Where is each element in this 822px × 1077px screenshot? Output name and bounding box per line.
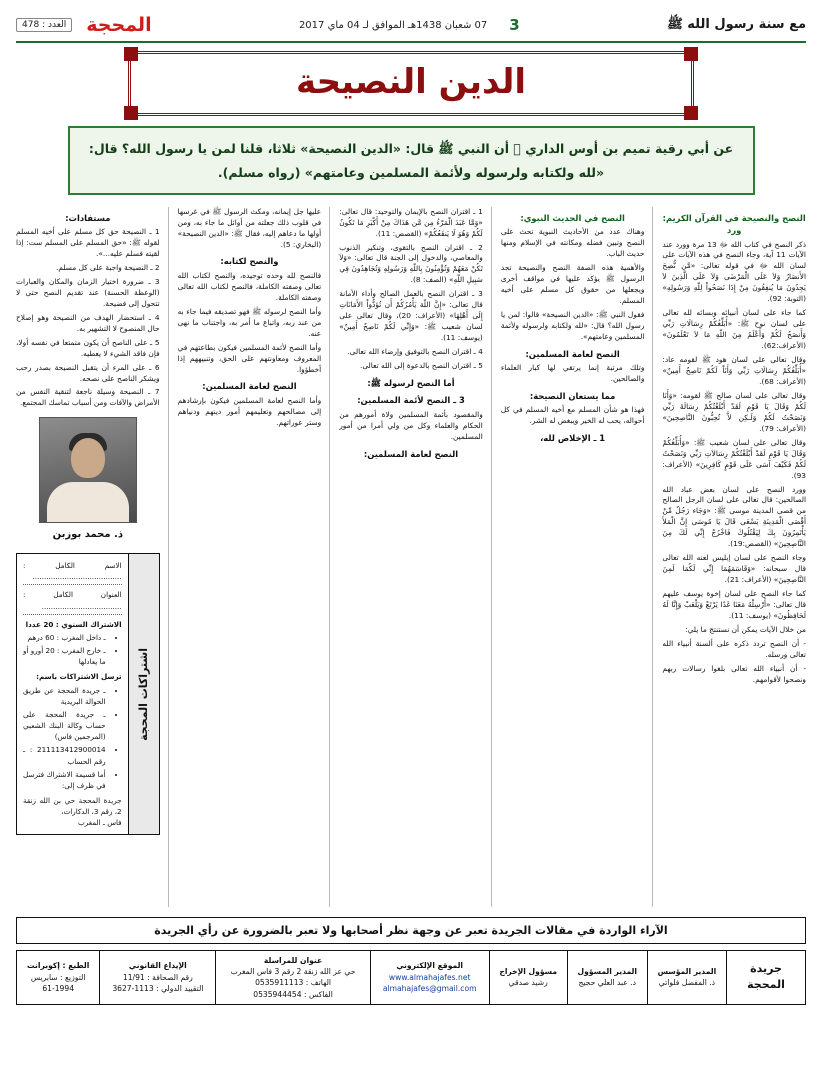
col5-item-0: 1 ـ النصيحة حق كل مسلم على أخيه المسلم لقوله ﷺ: «حق المسلم على المسلم ست: إذا لقيته فسلم عليه...». (16, 227, 160, 258)
footer-value: رشيد صدقي (508, 978, 548, 988)
subscription-instructions (23, 685, 116, 791)
footer-fax: الفاكس : 0535944454 (253, 989, 333, 999)
subscription-side-title (128, 554, 159, 834)
hadith-quote-box: عن أبي رقية تميم بن أوس الداري ﷜ أن النبي ﷺ قال: «الدين النصيحة» ثلاثا، قلنا لمن يا رسول الله؟ قال: «لله ولكتابه ولرسوله ولأئمة المسلمين وعامتهم» (رواه مسلم). (68, 126, 755, 194)
col3-p0: 1 ـ اقتران النصح بالإيمان والتوحيد: قال تعالى: «وَمَّا عَبَدَ الْمَرْءُ مِن مَّن هَدَاكَ مِنْ أَكْبَرِ مَا تَكُونُ لَكُمْ وَهُوَ لَا يَنفَعُكُمْ» (القصص: 11). (339, 206, 483, 238)
col4-p1: فالنصح لله وحده توحيده، والنصح لكتاب الله تعالى وصفته الكاملة، فالنصح لكتاب الله تعالى وصفته الكاملة. (177, 270, 322, 302)
col3-p3: 4 ـ اقتران النصح بالتوفيق وإرضاء الله تعالى. (347, 347, 483, 357)
subscription-rate-heading: الاشتراك السنوي : 20 عددا (25, 619, 122, 629)
email-address[interactable]: almahajafes@gmail.com (382, 984, 477, 994)
col1-heading: النصح والنصيحة في القرآن الكريم: ورد (662, 212, 806, 236)
footer-label: الإيداع القانوني (128, 961, 187, 971)
footer-brand-cell: جريدة المحجة (727, 950, 806, 1005)
col1-p1: كما جاء على لسان أنبيائه وبسائه لله تعالى على لسان نوح ﷺ: «أُبَلِّغُكُمْ رِسَالَاتِ رَبِّي وَأَنصَحُ لَكُمْ وَأَعْلَمُ مِنَ اللّهِ مَا لاَ تَعْلَمُونَ» (الأعراف:62). (662, 308, 806, 351)
col1-p5: وورد النصح على لسان بعض عباد الله الصالحين: قال تعالى على لسان الرجل الصالح من قصى المدينة موسى ﷺ: «وَجَاء رَجُلٌ مِّنْ أَقْصَى الْمَدِينَةِ يَسْعَى قَالَ يَا مُوسَى إِنَّ الْمَلأَ يَأْتَمِرُونَ بِكَ لِيَقْتُلُوكَ فَاخْرُجْ إِنِّي لَكَ مِنَ النَّاصِحِينَ» (القصص:19). (662, 484, 806, 549)
col4-p2: وأما النصح لرسوله ﷺ فهو تصديقه فيما جاء به من عند ربه، واتباع ما أمر به، واجتناب ما نهى عنه. (177, 306, 322, 338)
col1-p9: - أن النصح تردد ذكره على ألسنة أنبياء الله تعالى ورسله. (662, 638, 806, 659)
author-name: ذ. محمد بوزبن (52, 529, 123, 541)
column-5 (16, 207, 169, 907)
footer-cell-founder (647, 950, 726, 1005)
article-title-banner (128, 51, 694, 116)
col2-heading-1: النصح لعامة المسلمين: (525, 348, 620, 359)
col1-p4: وقال تعالى على لسان شعيب ﷺ: «وَأُبَلِّغُكُمْ وَقَالَ يَا قَوْمِ لَقَدْ أَبْلَغْتُكُمْ رِسَالاَتِ رَبِّي وَنَصَحْتُ لَكُمْ فَكَيْفَ آسَى عَلَى قَوْمٍ كَافِرِينَ» (الأعراف: 93). (662, 437, 806, 480)
col4-p3: وأما النصح لأئمة المسلمين فيكون بطاعتهم في المعروف ومعاونتهم على الحق، وتنبيههم إذا أخطؤوا. (177, 342, 322, 374)
col2-p1: والأهمية هذه الصفة النصح والنصيحة تجد الرسول ﷺ يؤكد عليها في مواقف أخرى ويجعلها من حقوق كل مسلم على أخيه المسلم. (500, 262, 645, 305)
footer-label: المدير المؤسس (657, 967, 717, 977)
subscription-content (17, 554, 128, 834)
col1-p10: - أن أنبياء الله تعالى بلغوا رسالات ربهم ونصحوا لأقوامهم. (662, 663, 806, 684)
column-3 (339, 207, 492, 907)
author-block (16, 417, 160, 543)
footer-value: د. عبد العلي حجيج (578, 978, 637, 988)
subscription-side-label: اشتراكات المحجة (136, 647, 150, 741)
footer-value: التوزيع : سابريس (30, 972, 86, 982)
subscription-rate-item: • ـ خارج المغرب : 20 أورو أو ما يعادلها (23, 645, 106, 667)
issue-number: العدد : 478 (16, 18, 72, 32)
footer-phone: الهاتف : 0535911113 (255, 978, 331, 988)
footer-cell-layout (489, 950, 567, 1005)
col1-p6: وجاء النصح على لسان إبليس لعنه الله تعالى قال سبحانه: «وَقَاسَمَهُمَا إِنِّي لَكُمَا لَمِنَ النَّاصِحِينَ» (الأعراف: 21). (662, 553, 806, 585)
footer-value: التقييد الدولي : 1113-3627 (112, 984, 204, 994)
article-title: الدين النصيحة (295, 62, 527, 102)
footer-cell-director (567, 950, 647, 1005)
footer-cell-website (370, 950, 489, 1005)
col2-p3: وتلك مرتبة إنما يرتقي لها كبار العلماء والصالحين. (500, 363, 645, 383)
subscription-box (16, 553, 160, 835)
subscription-rates (23, 632, 116, 667)
subscription-name-line[interactable]: الاسم الكامل : ....................................... (23, 560, 122, 585)
footer-label: مسؤول الإخراج (499, 967, 558, 977)
footer-label: الموقع الإلكتروني (396, 961, 464, 971)
col2-p2: فقول النبي ﷺ: «الدين النصيحة» قالوا: لمن يا رسول الله؟ قال: «لله ولكتابه ولرسوله ولأئمة المسلمين وعامتهم». (500, 309, 645, 341)
masthead (16, 14, 806, 43)
col2-p4: فهذا هو شأن المسلم مع أخيه المسلم في كل أحواله، يحب له الخير ويبغض له الشر. (500, 405, 645, 426)
footer-cell-print (17, 950, 100, 1005)
col2-p0: وهناك عدد من الأحاديث النبوية تحث على النصح وتبين فضله ومكانته في الإسلام ومنها حديث الباب. (500, 227, 645, 258)
masthead-center (299, 16, 520, 34)
col4-heading-1: النصح لعامة المسلمين: (202, 381, 297, 392)
col1-p8: من خلال الآيات يمكن أن نستنتج ما يلي: (685, 624, 806, 634)
col5-item-1: 2 ـ النصيحة واجبة على كل مسلم. (55, 262, 160, 272)
paper-title: المحجة (86, 14, 152, 36)
footer-cell-address (216, 950, 370, 1005)
col2-heading-0: النصح في الحديث النبوي: (520, 212, 625, 223)
col5-item-3: 4 ـ استحضار الهدف من النصيحة وهو إصلاح حال المنصوح لا التشهير به. (16, 312, 160, 333)
col2-heading-2: مما يستعان النصيحة: (529, 390, 616, 401)
subscription-instruction-item: • ـ جريدة المحجة على حساب وكالة البنك الشعبي (المرجمين فاس) (23, 709, 106, 742)
col5-item-2: 3 ـ ضرورة اختيار الزمان والمكان والعبارات (الوعظة الحسنة) عند تقديم النصح حتى لا تتحول إلى فضيحة. (16, 276, 160, 308)
col4-heading-0: والنصح لكتابه: (220, 256, 279, 267)
column-2 (501, 207, 654, 907)
col3-p4: 5 ـ اقتران النصح بالدعوة إلى الله تعالى. (360, 361, 483, 371)
col1-p2: وقال تعالى على لسان هود ﷺ لقومه عاد: «أُبَلِّغُكُمْ رِسَالَاتِ رَبِّي وَأَنَاْ لَكُمْ نَاصِحٌ أَمِينٌ» (الأعراف: 68). (662, 355, 806, 386)
website-url[interactable]: www.almahajafes.net (388, 972, 471, 982)
footer-value: ذ. المفضل فلواتي (658, 978, 716, 988)
footer-row (17, 950, 806, 1005)
col2-heading-3: 1 ـ الإخلاص لله، (540, 433, 606, 444)
photo-body-shape (47, 482, 129, 522)
corner-decor-icon (684, 106, 698, 120)
disclaimer-banner: الآراء الواردة في مقالات الجريدة تعبر عن وجهة نظر أصحابها ولا تعبر بالضرورة عن رأي الجريدة (16, 917, 806, 944)
subscription-rate-item: • ـ داخل المغرب : 60 درهم (23, 632, 106, 643)
masthead-slogan: مع سنة رسول الله ﷺ (667, 16, 806, 32)
article-columns (16, 207, 806, 907)
col1-p0: ذكر النصح في كتاب الله ﷻ 13 مرة وورد عند الآيات 11 آية، وجاء النصح في هذه الآيات على لسان الله ﷻ في قوله تعالى: «مَّن نُّصِحَ الأَنصَارُ وَلاَ عَلَى الْمَرْضَى وَلاَ عَلَى الَّذِينَ لاَ يَجِدُونَ مَا يُنفِقُونَ مِنْ إِذَا نَصَحُواْ لِلّهِ وَرَسُولِهِ» (التوبة: 92). (662, 239, 806, 304)
col1-p7: كما جاء النصح على لسان إخوة يوسف عليهم قال تعالى: «أَرْسِلْهُ مَعَنَا غَدًا يَرْتَعْ وَيَلْعَبْ وَإِنَّا لَهُ لَحَافِظُونَ» (يوسف: 11). (662, 589, 806, 621)
masthead-left (16, 14, 152, 36)
subscription-address-line-1: جريدة المحجة حي بن الله زنقة 2، رقم 3، الدكارات، (23, 795, 122, 817)
author-photo (39, 417, 137, 523)
col4-p0: عليها جل إيمانه، ومكث الرسول ﷺ في غرسها في قلوب ذلك جعلته من أوائل ما جاء به، ومن أولها ما دعاهم إليه، فقال ﷺ: «الدين النصيحة» (البخاري: 5). (177, 206, 322, 249)
col5-item-5: 6 ـ على المرء أن يتقبل النصيحة بصدر رحب ويشكر الناصح على نصحه. (16, 362, 160, 383)
col3-heading-0: أما النصح لرسوله ﷺ: (367, 377, 455, 388)
subscription-address-line-2: فاس ـ المغرب (78, 818, 122, 828)
subscription-instruction-item: • ـ جريدة المحجة عن طريق الحوالة البريدية (23, 685, 106, 707)
footer-label: المدير المسؤول (577, 967, 638, 977)
col3-p2: 3 ـ اقتران النصح بالعمل الصالح وأداء الأمانة قال تعالى: «إِنَّ اللّهَ يَأْمُرُكُمْ أَن تُؤدُّواْ الأَمَانَاتِ إِلَى أَهْلِهَا» (الأعراف: 20)، وقال تعالى على لسان شعيب ﷺ: «وَإِنِّي لَكُمْ نَاصِحٌ أَمِينٌ» (يوسف: 11). (339, 289, 483, 343)
footer-label: الطبع : إكوبرانت (27, 961, 90, 971)
footer-cell-legal (100, 950, 216, 1005)
col5-item-6: 7 ـ النصيحة وسيلة ناجعة لتنقية النفس من الأمراض والآفات ومن أسباب تماسك المجتمع. (16, 387, 160, 408)
footer-value: 61-1994 (42, 984, 75, 994)
page-number: 3 (509, 16, 520, 34)
col3-heading-1: 3 ـ النصح لأئمة المسلمين: (357, 395, 465, 406)
issue-date: 07 شعبان 1438هـ الموافق لـ 04 ماي 2017 (298, 19, 488, 31)
footer-info-table (16, 950, 806, 1006)
corner-decor-icon (124, 106, 138, 120)
photo-head-shape (71, 438, 105, 478)
footer-value: حي عز الله زنقة 2 رقم 3 فاس المغرب (230, 967, 356, 977)
col3-p5: والمقصود بأئمة المسلمين ولاة أمورهم من الحكام والعلماء وكل من ولي أمرا من أمور المسلمين. (339, 409, 483, 441)
subscription-instruction-item: • 211113412900014 : ـ رقم الحساب (23, 744, 106, 766)
subscription-instruction-heading: ترسل الاشتراكات باسم: (36, 672, 122, 682)
footer-label: عنوان للمراسلة (263, 955, 323, 965)
column-1 (662, 207, 806, 907)
column-4 (178, 207, 331, 907)
col5-heading: مستفادات: (65, 212, 111, 223)
footer-value: رقم الصحافة : 11/91 (122, 972, 193, 982)
subscription-instruction-item: • أما قسيمة الاشتراك فترسل في ظرف إلى: (23, 769, 106, 791)
col3-heading-2: النصح لعامة المسلمين: (363, 448, 459, 459)
col3-p1: 2 ـ اقتران النصح بالتقوى، وتنكير الذنوب والمعاصي، والدخول إلى الجنة قال تعالى: «وَلاَ تَكُنْ مَعَهُمْ وَتُؤْمِنُونَ بِاللّهِ وَرَسُولِهِ وَتُجَاهِدُونَ فِي سَبِيلِ اللّهِ» (الصف: 8). (339, 242, 483, 285)
col5-item-4: 5 ـ على الناصح أن يكون متمتعا في نفسه أولا، فإن فاقد الشيء لا يعطيه. (16, 337, 160, 358)
col4-p4: وأما النصح لعامة المسلمين فيكون بإرشادهم إلى مصالحهم وتعليمهم أمور دينهم ودنياهم وستر عوراتهم. (177, 395, 322, 427)
col1-p3: وقال تعالى على لسان صالح ﷺ لقومه: «وَأَنَا لَكُمْ وَقَالَ يَا قَوْمِ لَقَدْ أَبْلَغْتُكُمْ رِسَالَةَ رَبِّي وَنَصَحْتُ لَكُمْ وَلَـكِن لاَّ تُحِبُّونَ النَّاصِحِينَ» (الأعراف: 79). (662, 390, 806, 433)
subscription-address-line[interactable]: العنوان الكامل : ................................... (23, 589, 122, 614)
